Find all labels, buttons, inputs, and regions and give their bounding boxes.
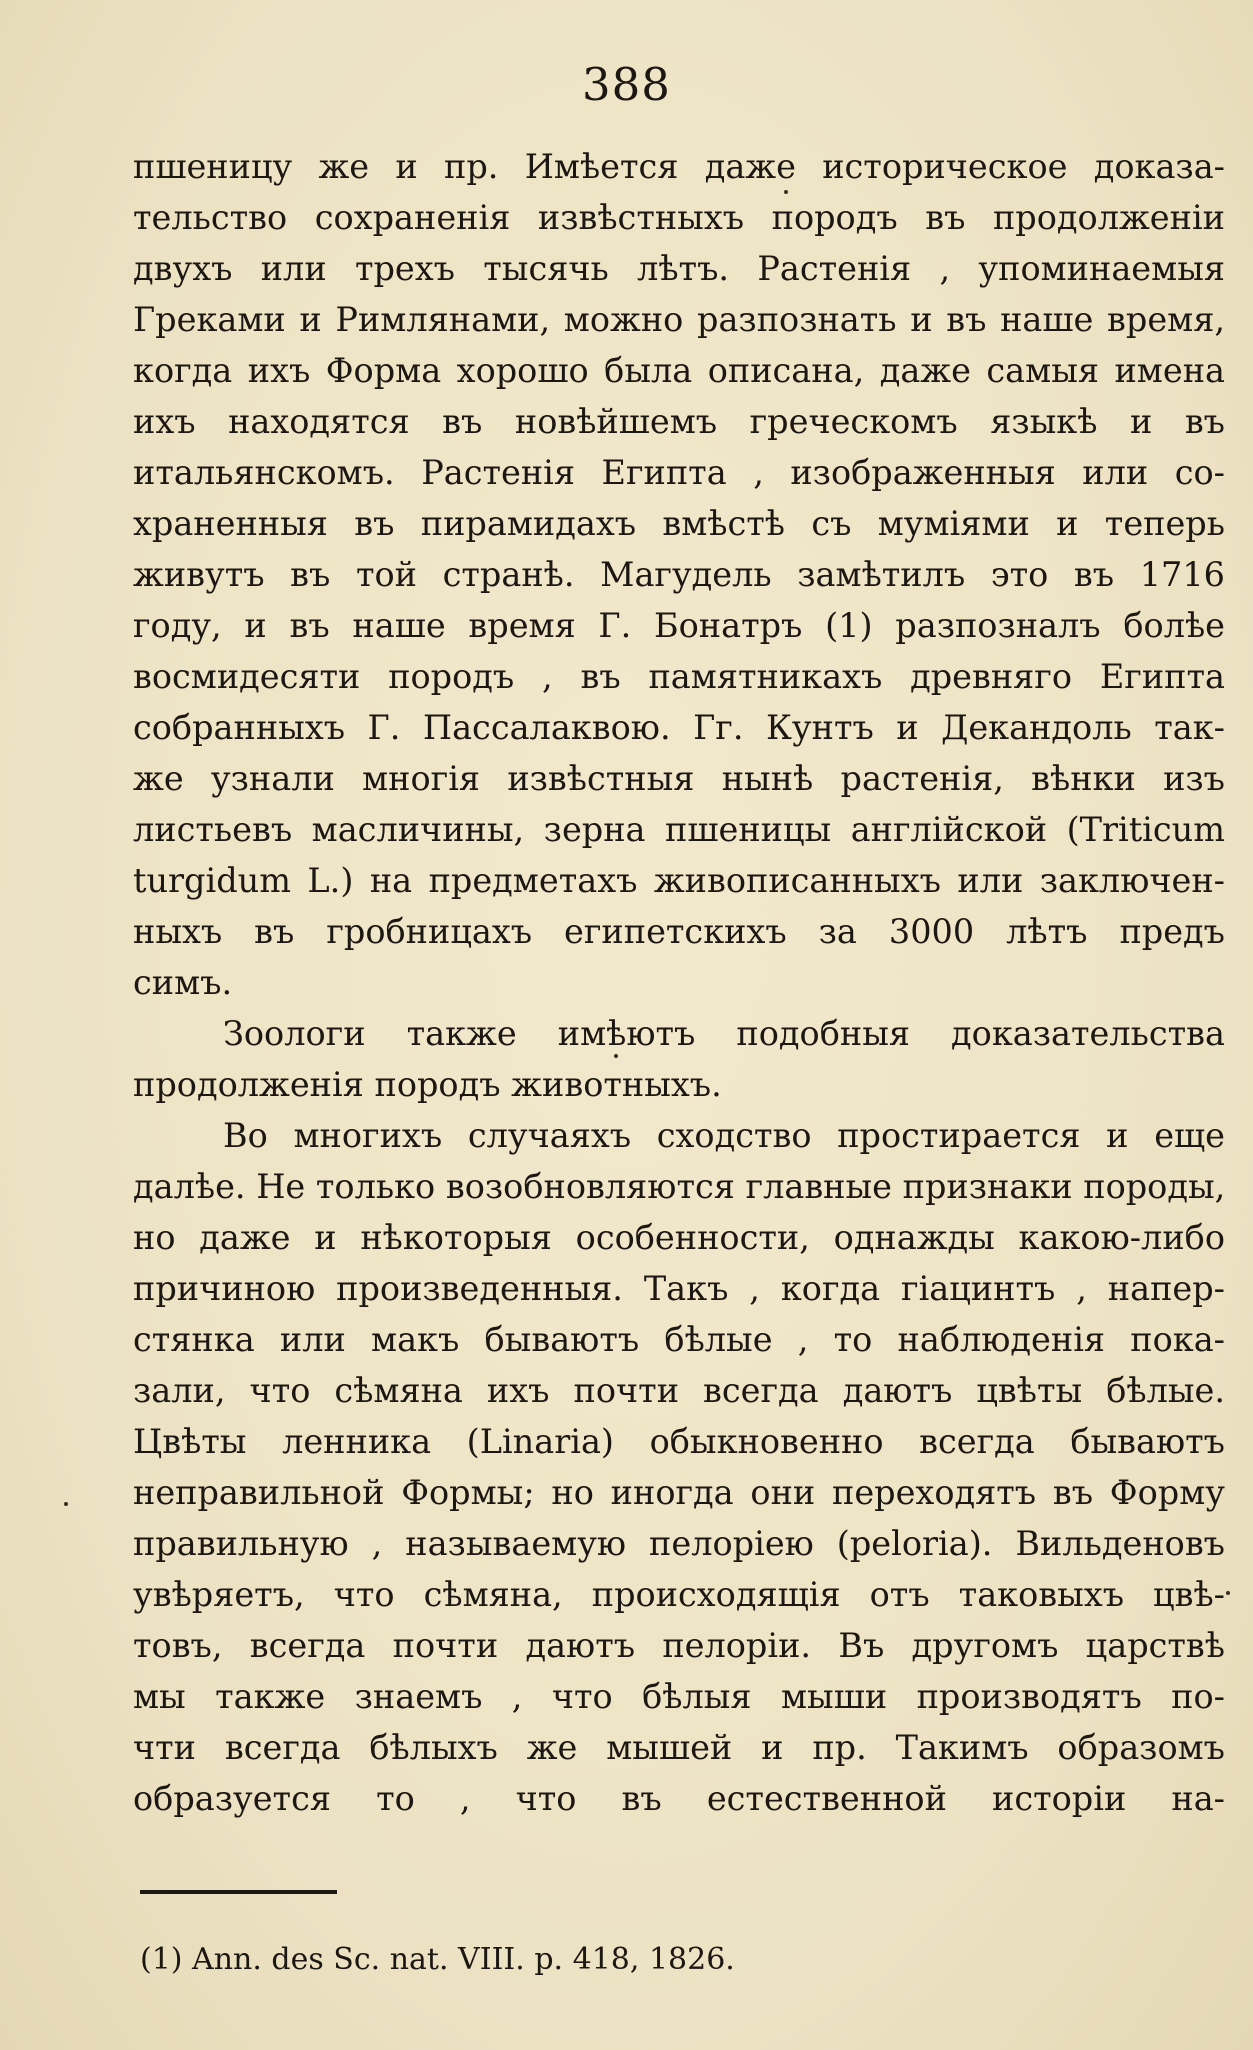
footnote: (1) Ann. des Sc. nat. VIII. p. 418, 1826.: [140, 1942, 735, 1977]
body-line: увѣряетъ, что сѣмяна, происходящія отъ таковыхъ цвѣ-: [133, 1575, 1225, 1614]
body-line: восмидесяти породъ , въ памятникахъ древняго Египта: [133, 657, 1225, 696]
body-line: когда ихъ Форма хорошо была описана, даже самыя имена: [133, 351, 1225, 390]
body-line: Греками и Римлянами, можно разпознать и въ наше время,: [133, 300, 1225, 339]
body-line: turgidum L.) на предметахъ живописанныхъ или заключен-: [133, 861, 1225, 900]
body-line: товъ, всегда почти даютъ пелоріи. Въ другомъ царствѣ: [133, 1626, 1225, 1665]
ink-speck: [1226, 1591, 1230, 1595]
body-line: листьевъ масличины, зерна пшеницы англійской (Triticum: [133, 810, 1225, 849]
body-line: пшеницу же и пр. Имѣется даже историческое доказа-: [133, 147, 1225, 186]
body-line: тельство сохраненія извѣстныхъ породъ въ продолженіи: [133, 198, 1225, 237]
body-line: стянка или макъ бываютъ бѣлые , то наблюденія пока-: [133, 1320, 1225, 1359]
body-line: неправильной Формы; но иногда они переходятъ въ Форму: [133, 1473, 1225, 1512]
body-line: симъ.: [133, 963, 233, 1002]
body-line: году, и въ наше время Г. Бонатръ (1) разпозналъ болѣе: [133, 606, 1225, 645]
ink-speck: [614, 1054, 618, 1058]
body-line: чти всегда бѣлыхъ же мышей и пр. Такимъ образомъ: [133, 1728, 1225, 1767]
body-line: мы также знаемъ , что бѣлыя мыши производятъ по-: [133, 1677, 1225, 1716]
body-line: Во многихъ случаяхъ сходство простирается и еще: [223, 1116, 1225, 1155]
page-number: 388: [582, 58, 671, 111]
body-line: живутъ въ той странѣ. Магудель замѣтилъ это въ 1716: [133, 555, 1225, 594]
body-line: ихъ находятся въ новѣйшемъ греческомъ языкѣ и въ: [133, 402, 1225, 441]
body-line: продолженія породъ животныхъ.: [133, 1065, 722, 1104]
body-line: храненныя въ пирамидахъ вмѣстѣ съ мумiями и теперь: [133, 504, 1225, 543]
body-line: ныхъ въ гробницахъ египетскихъ за 3000 лѣтъ предъ: [133, 912, 1225, 951]
body-line: Зоологи также имѣютъ подобныя доказательства: [223, 1014, 1225, 1053]
ink-speck: [784, 190, 788, 194]
body-line: далѣе. Не только возобновляются главные признаки породы,: [133, 1167, 1226, 1206]
body-line: образуется то , что въ естественной исторіи на-: [133, 1779, 1225, 1818]
ink-speck: [64, 1502, 68, 1506]
body-line: но даже и нѣкоторыя особенности, однажды какою-либо: [133, 1218, 1225, 1257]
body-line: Цвѣты ленника (Linaria) обыкновенно всегда бываютъ: [133, 1422, 1225, 1461]
body-line: собранныхъ Г. Пассалаквою. Гг. Кунтъ и Декандоль так-: [133, 708, 1225, 747]
body-line: же узнали многія извѣстныя нынѣ растенія, вѣнки изъ: [133, 759, 1225, 798]
body-line: двухъ или трехъ тысячь лѣтъ. Растенія , упоминаемыя: [133, 249, 1225, 288]
footnote-divider: [140, 1890, 337, 1894]
body-line: итальянскомъ. Растенія Египта , изображенныя или со-: [133, 453, 1225, 492]
body-line: причиною произведенныя. Такъ , когда гіацинтъ , напер-: [133, 1269, 1225, 1308]
body-line: зали, что сѣмяна ихъ почти всегда даютъ цвѣты бѣлые.: [133, 1371, 1225, 1410]
body-line: правильную , называемую пелоріею (peloria). Вильденовъ: [133, 1524, 1225, 1563]
